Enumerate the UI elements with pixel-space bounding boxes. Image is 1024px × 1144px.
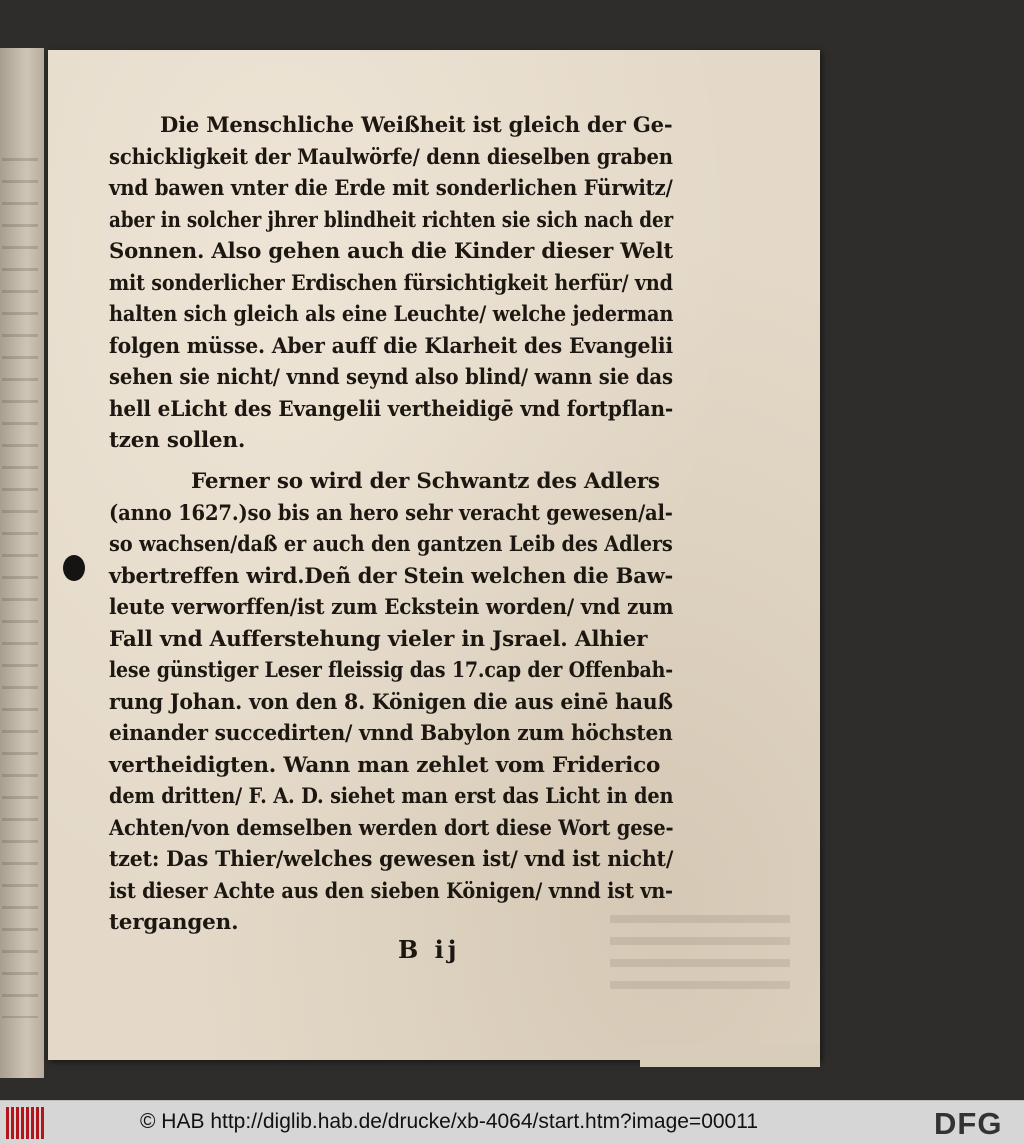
paragraph-1 bbox=[109, 110, 673, 457]
text-line: dem dritten/ F. A. D. siehet man erst das Licht in den bbox=[109, 784, 674, 809]
text-line: Sonnen. Also gehen auch die Kinder dieser Welt bbox=[109, 239, 673, 264]
text-line: halten sich gleich als eine Leuchte/ welche jederman bbox=[109, 302, 674, 327]
text-line: hell eLicht des Evangelii vertheidigē vnd fortpflan- bbox=[109, 396, 674, 422]
text-line: (anno 1627.)so bis an hero sehr veracht gewesen/al- bbox=[109, 500, 673, 526]
copyright-url-text: © HAB http://diglib.hab.de/drucke/xb-4064/start.htm?image=00011 bbox=[140, 1110, 759, 1133]
text-line: so wachsen/daß er auch den gantzen Leib des Adlers bbox=[109, 532, 673, 557]
facing-page-text-fragment bbox=[2, 158, 38, 1018]
text-line: einander succedirten/ vnnd Babylon zum höchsten bbox=[109, 721, 673, 746]
text-line: vertheidigten. Wann man zehlet vom Friderico bbox=[109, 752, 661, 778]
text-line: lese günstiger Leser fleissig das 17.cap der Offenbah- bbox=[109, 658, 673, 683]
text-line: ist dieser Achte aus den sieben Königen/ vnnd ist vn- bbox=[109, 878, 673, 904]
dfg-logo: DFG bbox=[934, 1106, 1003, 1141]
hab-barcode-logo-icon bbox=[6, 1107, 46, 1139]
page-corner-tab bbox=[640, 1045, 820, 1067]
text-line: rung Johan. von den 8. Königen die aus einē hauß bbox=[109, 689, 673, 715]
text-line: tzen sollen. bbox=[109, 428, 246, 453]
text-line: leute verworffen/ist zum Eckstein worden/ vnd zum bbox=[109, 595, 674, 620]
text-line: Ferner so wird der Schwantz des Adlers bbox=[191, 469, 660, 494]
text-line: aber in solcher jhrer blindheit richten sie sich nach der bbox=[109, 207, 673, 233]
text-line: Achten/von demselben werden dort diese Wort gese- bbox=[109, 815, 674, 841]
text-line: mit sonderlicher Erdischen fürsichtigkeit herfür/ vnd bbox=[109, 270, 673, 296]
signature-mark: B ij bbox=[398, 935, 461, 964]
footer-bar bbox=[0, 1100, 1024, 1144]
text-line: Die Menschliche Weißheit ist gleich der Ge- bbox=[160, 113, 673, 138]
text-line: folgen müsse. Aber auff die Klarheit des Evangelii bbox=[109, 333, 673, 359]
text-line: tergangen. bbox=[109, 910, 239, 935]
text-line: vbertreffen wird.Deñ der Stein welchen die Baw- bbox=[109, 563, 674, 589]
punch-hole-icon bbox=[63, 555, 85, 581]
text-line: vnd bawen vnter die Erde mit sonderlichen Fürwitz/ bbox=[109, 176, 673, 201]
paragraph-2 bbox=[109, 466, 673, 939]
text-line: tzet: Das Thier/welches gewesen ist/ vnd ist nicht/ bbox=[109, 847, 674, 872]
text-line: schickligkeit der Maulwörfe/ denn dieselben graben bbox=[109, 144, 673, 170]
facing-page-edge bbox=[0, 48, 44, 1078]
text-line: Fall vnd Aufferstehung vieler in Jsrael. Alhier bbox=[109, 626, 648, 652]
text-line: sehen sie nicht/ vnnd seynd also blind/ wann sie das bbox=[109, 365, 673, 390]
